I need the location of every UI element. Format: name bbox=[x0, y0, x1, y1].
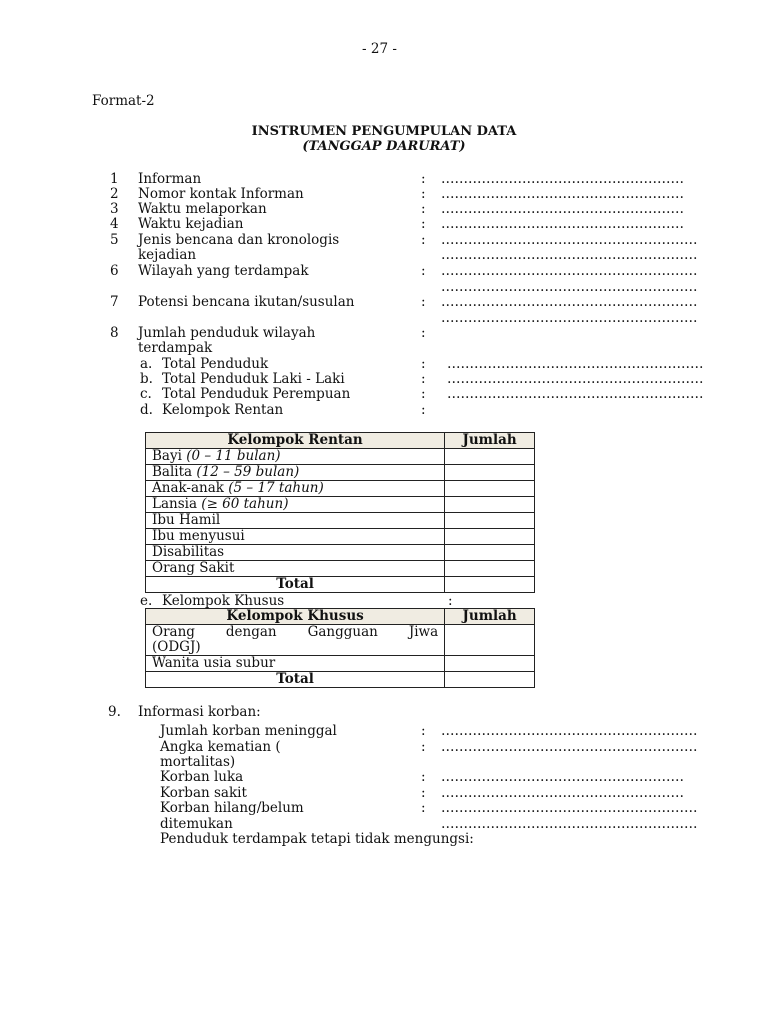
colon: : bbox=[421, 186, 426, 202]
fill-dots: ………………………………………………… bbox=[447, 386, 704, 402]
colon: : bbox=[421, 325, 426, 341]
total-label: Total bbox=[146, 577, 445, 593]
fill-dots: ………………………………………………… bbox=[441, 723, 698, 739]
item-label: Informan bbox=[138, 171, 202, 187]
kelompok-khusus-table bbox=[145, 608, 535, 688]
colon: : bbox=[421, 402, 426, 418]
fill-dots: ………………………………………………… bbox=[447, 356, 704, 372]
total-amount-cell[interactable] bbox=[445, 577, 535, 593]
total-amount-cell[interactable] bbox=[445, 672, 535, 688]
amount-cell[interactable] bbox=[445, 513, 535, 529]
sub-letter: a. bbox=[140, 356, 153, 372]
column-header: Kelompok Khusus bbox=[146, 609, 445, 625]
amount-cell[interactable] bbox=[445, 529, 535, 545]
fill-dots: ………………………………………………… bbox=[441, 816, 698, 832]
colon: : bbox=[421, 171, 426, 187]
item-label: Wilayah yang terdampak bbox=[138, 263, 309, 279]
row-label: Wanita usia subur bbox=[146, 656, 445, 672]
fill-dots: ………………………………………………… bbox=[441, 294, 698, 310]
page-number: - 27 - bbox=[362, 41, 397, 57]
fill-dots: ………………………………………………… bbox=[447, 371, 704, 387]
table-row bbox=[146, 561, 535, 577]
item-label: Nomor kontak Informan bbox=[138, 186, 304, 202]
table-row bbox=[146, 625, 535, 656]
fill-dots: ………………………………………………… bbox=[441, 739, 698, 755]
sub-letter: c. bbox=[140, 386, 152, 402]
item-number: 6 bbox=[110, 263, 119, 279]
item-label: Waktu kejadian bbox=[138, 216, 244, 232]
korban-label-line2: mortalitas) bbox=[160, 754, 236, 770]
total-row bbox=[146, 577, 535, 593]
fill-dots: ………………………………………………… bbox=[441, 247, 698, 263]
table-row bbox=[146, 529, 535, 545]
fill-dots: ……………………………………………… bbox=[441, 171, 684, 187]
format-label: Format-2 bbox=[92, 93, 155, 109]
column-header: Kelompok Rentan bbox=[146, 433, 445, 449]
amount-cell[interactable] bbox=[445, 545, 535, 561]
form-title: INSTRUMEN PENGUMPULAN DATA bbox=[251, 124, 517, 139]
amount-cell[interactable] bbox=[445, 465, 535, 481]
colon: : bbox=[421, 785, 426, 801]
amount-cell[interactable] bbox=[445, 656, 535, 672]
fill-dots: ……………………………………………… bbox=[441, 769, 684, 785]
korban-label: Jumlah korban meninggal bbox=[160, 723, 337, 739]
amount-cell[interactable] bbox=[445, 625, 535, 656]
sub-letter: d. bbox=[140, 402, 153, 418]
korban-label: Korban hilang/belum bbox=[160, 800, 304, 816]
colon: : bbox=[421, 201, 426, 217]
item-number: 2 bbox=[110, 186, 119, 202]
fill-dots: ……………………………………………… bbox=[441, 785, 684, 801]
table-row bbox=[146, 545, 535, 561]
row-label: Orang dengan Gangguan Jiwa (ODGJ) bbox=[146, 625, 445, 656]
column-header: Jumlah bbox=[445, 609, 535, 625]
row-label: Orang Sakit bbox=[146, 561, 445, 577]
row-label: Ibu menyusui bbox=[146, 529, 445, 545]
amount-cell[interactable] bbox=[445, 481, 535, 497]
table-header-row bbox=[146, 433, 535, 449]
sub-letter: b. bbox=[140, 371, 153, 387]
fill-dots: ………………………………………………… bbox=[441, 800, 698, 816]
colon: : bbox=[421, 739, 426, 755]
sub-label: Total Penduduk Perempuan bbox=[162, 386, 351, 402]
colon: : bbox=[421, 232, 426, 248]
amount-cell[interactable] bbox=[445, 497, 535, 513]
colon: : bbox=[421, 263, 426, 279]
section-title: Informasi korban: bbox=[138, 704, 261, 720]
fill-dots: ………………………………………………… bbox=[441, 310, 698, 326]
table-row bbox=[146, 497, 535, 513]
table-row bbox=[146, 449, 535, 465]
sub-label: Total Penduduk Laki - Laki bbox=[162, 371, 345, 387]
table-row bbox=[146, 513, 535, 529]
table-row bbox=[146, 481, 535, 497]
item-number: 8 bbox=[110, 325, 119, 341]
row-label: Lansia (≥ 60 tahun) bbox=[146, 497, 445, 513]
amount-cell[interactable] bbox=[445, 449, 535, 465]
colon: : bbox=[421, 386, 426, 402]
colon: : bbox=[421, 294, 426, 310]
item-number: 5 bbox=[110, 232, 119, 248]
item-label-line2: kejadian bbox=[138, 247, 197, 263]
table-row bbox=[146, 465, 535, 481]
kelompok-rentan-table bbox=[145, 432, 535, 593]
item-label-line2: terdampak bbox=[138, 340, 213, 356]
item-label: Jenis bencana dan kronologis bbox=[138, 232, 340, 248]
sub-label: Kelompok Khusus bbox=[162, 593, 285, 609]
section-number: 9. bbox=[108, 704, 121, 720]
item-number: 1 bbox=[110, 171, 119, 187]
item-label: Jumlah penduduk wilayah bbox=[138, 325, 316, 341]
fill-dots: ………………………………………………… bbox=[441, 232, 698, 248]
amount-cell[interactable] bbox=[445, 561, 535, 577]
item-number: 3 bbox=[110, 201, 119, 217]
sub-label: Kelompok Rentan bbox=[162, 402, 284, 418]
row-label: Anak-anak (5 – 17 tahun) bbox=[146, 481, 445, 497]
table-row bbox=[146, 656, 535, 672]
colon: : bbox=[421, 216, 426, 232]
colon: : bbox=[421, 723, 426, 739]
colon: : bbox=[421, 800, 426, 816]
korban-label: Angka kematian ( bbox=[160, 739, 281, 755]
column-header: Jumlah bbox=[445, 433, 535, 449]
item-label: Waktu melaporkan bbox=[138, 201, 267, 217]
korban-label: Korban sakit bbox=[160, 785, 247, 801]
sub-label: Total Penduduk bbox=[162, 356, 269, 372]
form-subtitle: (TANGGAP DARURAT) bbox=[302, 139, 466, 154]
fill-dots: ………………………………………………… bbox=[441, 263, 698, 279]
row-label: Ibu Hamil bbox=[146, 513, 445, 529]
total-label: Total bbox=[146, 672, 445, 688]
sub-letter: e. bbox=[140, 593, 153, 609]
item-number: 7 bbox=[110, 294, 119, 310]
colon: : bbox=[421, 769, 426, 785]
fill-dots: ………………………………………………… bbox=[441, 279, 698, 295]
fill-dots: ……………………………………………… bbox=[441, 216, 684, 232]
korban-label-line2: ditemukan bbox=[160, 816, 233, 832]
colon: : bbox=[421, 371, 426, 387]
colon: : bbox=[448, 593, 453, 609]
row-label: Bayi (0 – 11 bulan) bbox=[146, 449, 445, 465]
fill-dots: ……………………………………………… bbox=[441, 186, 684, 202]
row-label: Balita (12 – 59 bulan) bbox=[146, 465, 445, 481]
korban-label: Penduduk terdampak tetapi tidak mengungsi: bbox=[160, 831, 474, 847]
fill-dots: ……………………………………………… bbox=[441, 201, 684, 217]
item-label: Potensi bencana ikutan/susulan bbox=[138, 294, 355, 310]
row-label: Disabilitas bbox=[146, 545, 445, 561]
korban-label: Korban luka bbox=[160, 769, 244, 785]
table-header-row bbox=[146, 609, 535, 625]
total-row bbox=[146, 672, 535, 688]
colon: : bbox=[421, 356, 426, 372]
item-number: 4 bbox=[110, 216, 119, 232]
